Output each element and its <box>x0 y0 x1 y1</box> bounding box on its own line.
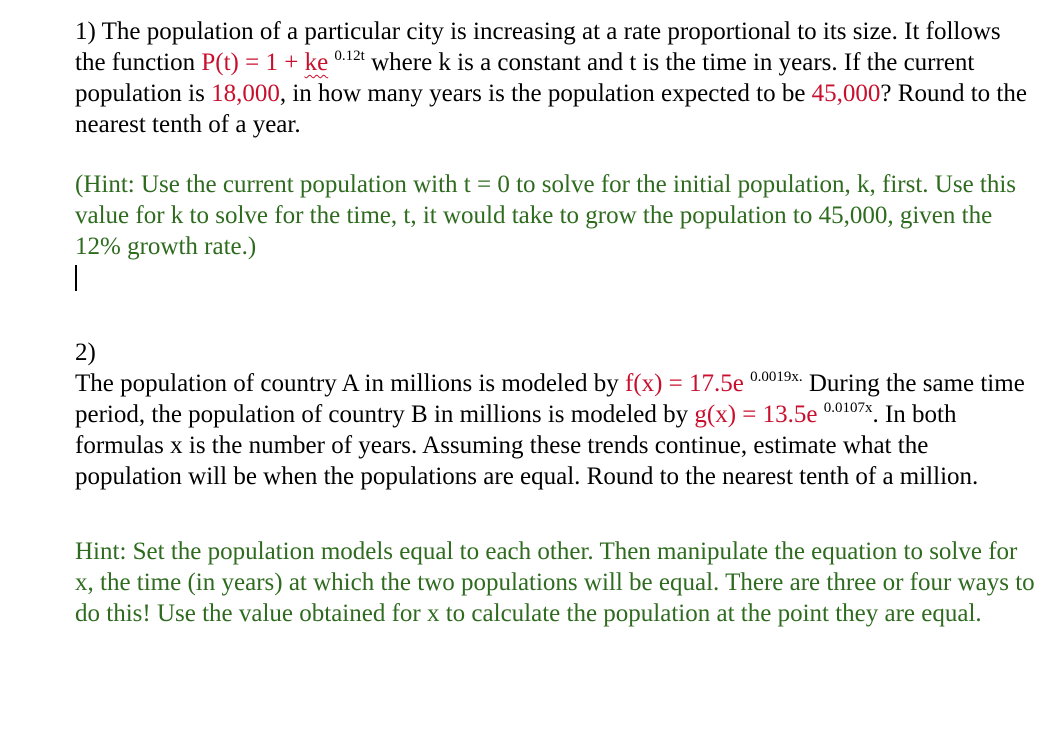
q1-current-population: 18,000 <box>211 80 280 107</box>
question-1-text <box>75 16 1035 140</box>
q2-f-function: f(x) = 17.5e <box>624 370 751 397</box>
q1-function-base: P(t) = 1 + <box>201 49 305 76</box>
q1-function <box>201 49 328 76</box>
q1-target-population: 45,000 <box>811 80 881 107</box>
question-1-hint: (Hint: Use the current population with t = 0 to solve for the initial population, k, first. Use this value for k to solve for the time, t, it would take to grow the population to 45,000, given the 12% growth rate.) <box>75 171 1017 260</box>
q2-f-exponent: 0.0019x. <box>750 369 803 385</box>
question-2-hint: Hint: Set the population models equal to each other. Then manipulate the equation to solve for x, the time (in years) at which the two populations will be equal. There are three or four ways to do this! Use the value obtained for x to calculate the population at the point they are equal. <box>75 538 1035 627</box>
q2-lead: The population of country A in millions is modeled by <box>75 370 625 397</box>
q2-g-function: g(x) = 13.5e <box>694 401 824 428</box>
q2-mid1: During the same time period, the population of country B in millions is modeled by <box>75 370 1025 428</box>
q1-lead: 1) The population of a particular city is increasing at a rate proportional to its size. It follows the function <box>75 18 1001 76</box>
q1-mid2: , in how many years is the population expected to be <box>279 80 812 107</box>
q1-mid1: where k is a constant and t is the time in years. If the current population is <box>75 49 975 107</box>
text-cursor-caret <box>75 265 77 291</box>
q2-tail: . In both formulas x is the number of years. Assuming these trends continue, estimate what the population will be when the populations are equal. Round to the nearest tenth of a million. <box>75 401 979 490</box>
q1-function-k: ke <box>304 49 329 76</box>
q2-g-exponent: 0.0107x <box>823 400 873 416</box>
q1-function-exponent: 0.12t <box>334 48 365 64</box>
question-2-number: 2) <box>75 339 96 366</box>
document-body[interactable] <box>75 16 1035 629</box>
question-2-text <box>75 368 1035 492</box>
text-cursor-line[interactable] <box>75 262 1035 293</box>
q1-tail: ? Round to the nearest tenth of a year. <box>75 80 1027 138</box>
